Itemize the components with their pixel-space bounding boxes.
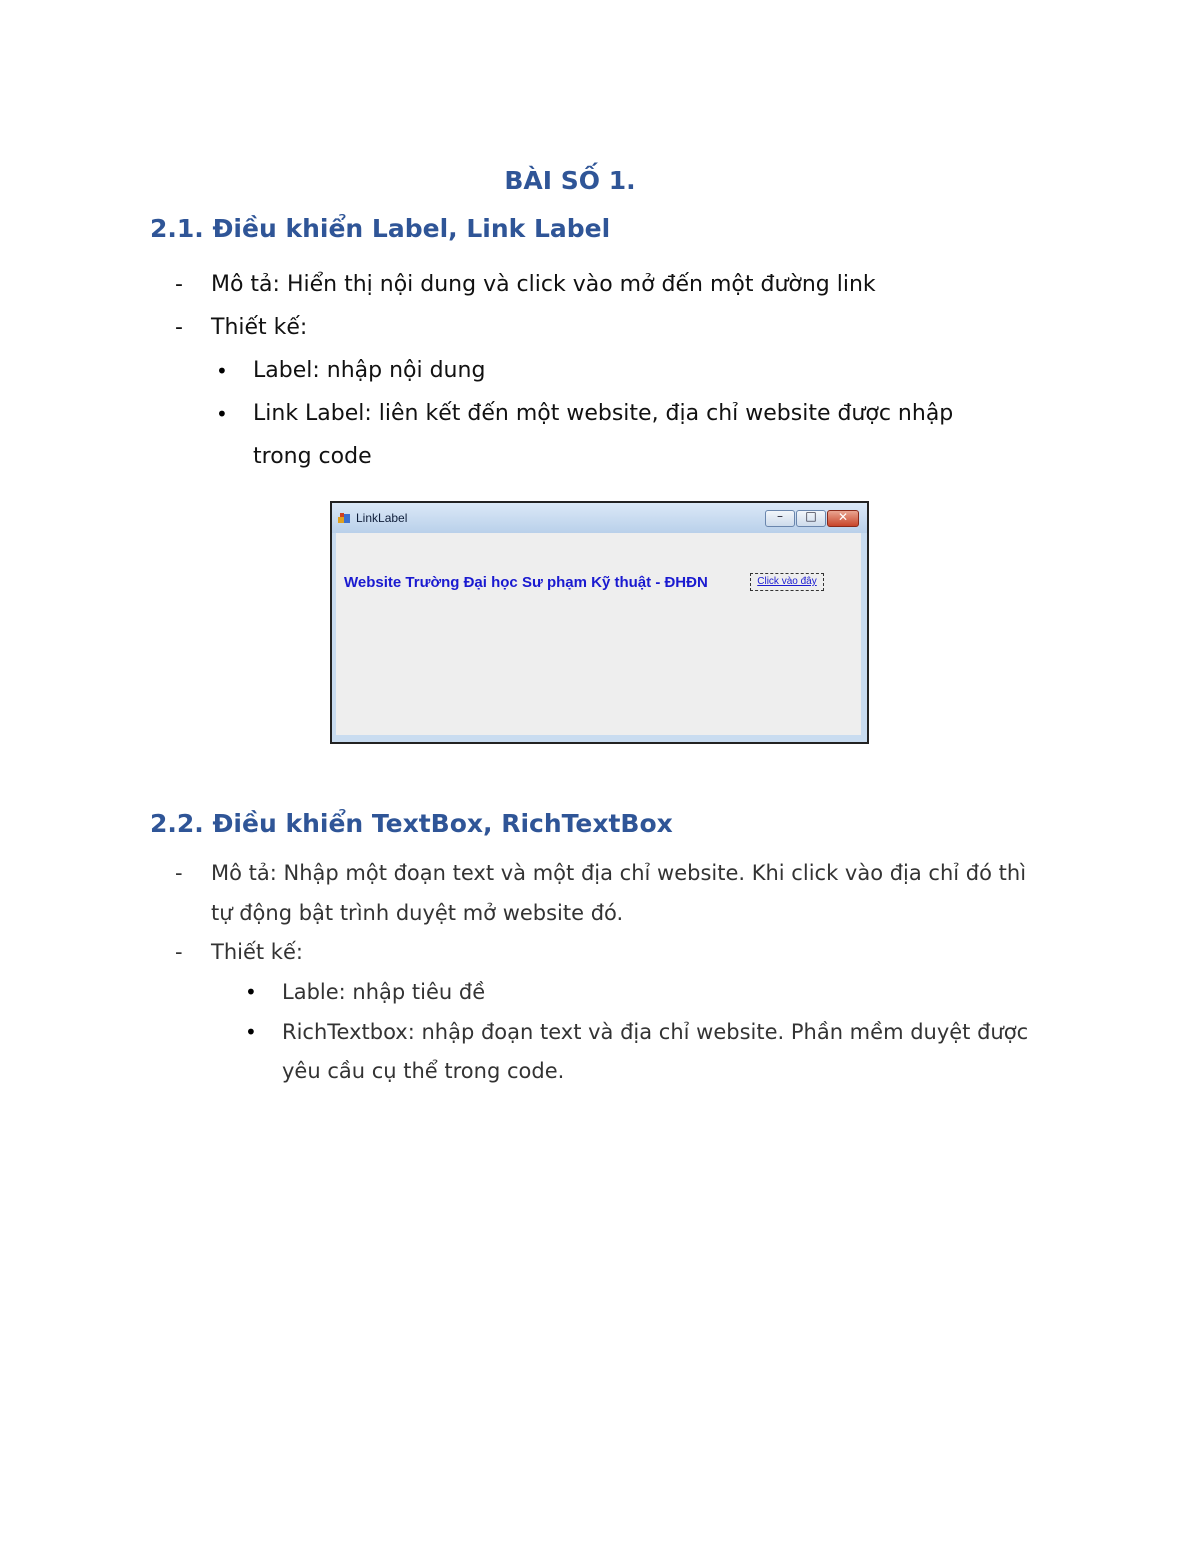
- linklabel-window-screenshot: [330, 501, 869, 744]
- dash-marker: -: [175, 315, 183, 340]
- section-heading-textbox: 2.2. Điều khiển TextBox, RichTextBox: [150, 809, 673, 838]
- bullet-marker: •: [216, 402, 228, 426]
- maximize-button[interactable]: [796, 510, 826, 527]
- description-text: Mô tả: Nhập một đoạn text và một địa chỉ website. Khi click vào địa chỉ đó thì: [211, 861, 1027, 885]
- list-item: RichTextbox: nhập đoạn text và địa chỉ website. Phần mềm duyệt được: [282, 1020, 1029, 1044]
- description-text-continuation: tự động bật trình duyệt mở website đó.: [211, 901, 624, 925]
- bullet-marker: •: [245, 980, 257, 1004]
- app-icon: [338, 512, 351, 524]
- website-label: Website Trường Đại học Sư phạm Kỹ thuật - ĐHĐN: [344, 574, 708, 591]
- list-item: Link Label: liên kết đến một website, địa chỉ website được nhập: [253, 401, 954, 426]
- maximize-icon: □: [805, 509, 817, 523]
- description-text: Mô tả: Hiển thị nội dung và click vào mở đến một đường link: [211, 272, 876, 297]
- list-item-continuation: yêu cầu cụ thể trong code.: [282, 1059, 565, 1083]
- list-item: Label: nhập nội dung: [253, 358, 486, 383]
- dash-marker: -: [175, 940, 183, 964]
- dash-marker: -: [175, 272, 183, 297]
- click-here-link[interactable]: Click vào đây: [750, 573, 824, 591]
- dash-marker: -: [175, 861, 183, 885]
- design-heading-text: Thiết kế:: [211, 315, 308, 340]
- list-item: Lable: nhập tiêu đề: [282, 980, 486, 1004]
- close-button[interactable]: [827, 510, 859, 527]
- window-controls: [765, 510, 859, 527]
- window-client-area: [336, 533, 861, 735]
- minimize-button[interactable]: [765, 510, 795, 527]
- section-heading-label: 2.1. Điều khiển Label, Link Label: [150, 214, 611, 243]
- document-title: BÀI SỐ 1.: [504, 166, 636, 195]
- close-icon: ✕: [837, 510, 849, 524]
- window-title: LinkLabel: [356, 511, 408, 525]
- minimize-icon: –: [777, 509, 783, 523]
- design-heading-text: Thiết kế:: [211, 940, 303, 964]
- bullet-marker: •: [245, 1020, 257, 1044]
- list-item-continuation: trong code: [253, 444, 372, 469]
- window-title-bar: [332, 503, 867, 533]
- bullet-marker: •: [216, 359, 228, 383]
